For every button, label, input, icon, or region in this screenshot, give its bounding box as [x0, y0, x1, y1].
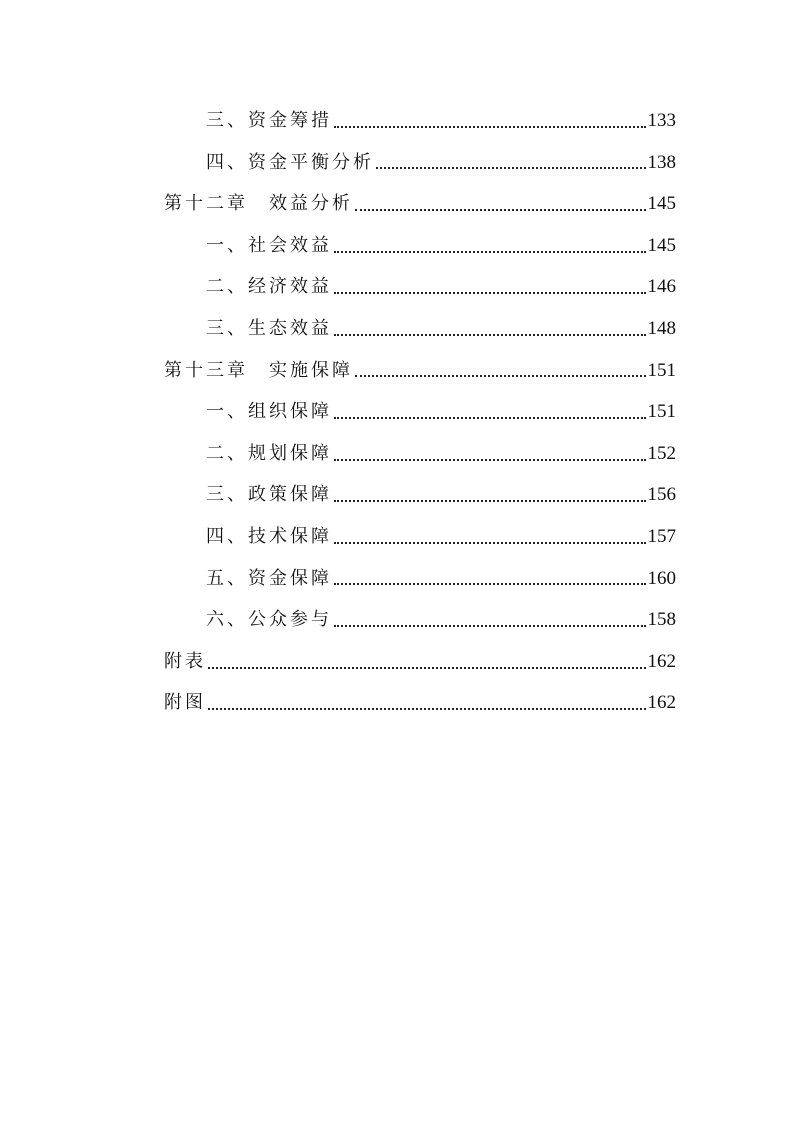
toc-entry-label: 一、社会效益 — [206, 234, 332, 256]
toc-entry-label: 一、组织保障 — [206, 401, 332, 423]
toc-chapter-entry[interactable] — [164, 350, 676, 392]
toc-entry-page: 145 — [647, 234, 676, 256]
toc-entry-label: 四、技术保障 — [206, 525, 332, 547]
toc-entry[interactable] — [164, 599, 676, 641]
toc-entry-label: 二、经济效益 — [206, 276, 332, 298]
toc-entry-label: 附图 — [164, 692, 206, 714]
toc-leader-dots — [208, 694, 646, 712]
toc-leader-dots — [208, 653, 646, 671]
toc-leader-dots — [355, 195, 646, 213]
toc-leader-dots — [334, 445, 646, 463]
toc-entry-page: 148 — [647, 317, 676, 339]
toc-entry[interactable] — [164, 433, 676, 475]
toc-entry-label: 三、政策保障 — [206, 484, 332, 506]
toc-leader-dots — [334, 112, 646, 130]
toc-entry[interactable] — [164, 225, 676, 267]
toc-entry-label: 三、资金筹措 — [206, 110, 332, 131]
toc-entry-label: 第十二章 效益分析 — [164, 193, 353, 215]
toc-leader-dots — [334, 278, 646, 296]
toc-entry-page: 157 — [647, 525, 676, 547]
toc-entry-page: 138 — [647, 151, 676, 173]
toc-leader-dots — [334, 486, 646, 504]
toc-entry-page: 151 — [647, 401, 676, 423]
toc-leader-dots — [334, 320, 646, 338]
toc-appendix-entry[interactable] — [164, 682, 676, 724]
toc-leader-dots — [355, 361, 646, 379]
toc-leader-dots — [334, 611, 646, 629]
toc-entry-label: 附表 — [164, 650, 206, 672]
toc-entry[interactable] — [164, 516, 676, 558]
toc-entry[interactable] — [164, 558, 676, 600]
toc-entry-page: 156 — [647, 484, 676, 506]
toc-entry-label: 二、规划保障 — [206, 442, 332, 464]
toc-entry[interactable] — [164, 100, 676, 142]
toc-entry-page: 160 — [647, 567, 676, 589]
toc-entry-page: 158 — [647, 609, 676, 631]
toc-entry-page: 151 — [647, 359, 676, 381]
toc-leader-dots — [334, 569, 646, 587]
toc-leader-dots — [334, 237, 646, 255]
toc-entry-page: 133 — [647, 110, 676, 131]
toc-leader-dots — [334, 403, 646, 421]
toc-entry[interactable] — [164, 142, 676, 184]
toc-entry-label: 五、资金保障 — [206, 567, 332, 589]
toc-entry[interactable] — [164, 266, 676, 308]
toc-entry-label: 六、公众参与 — [206, 609, 332, 631]
toc-entry-label: 四、资金平衡分析 — [206, 151, 374, 173]
toc-entry-page: 152 — [647, 442, 676, 464]
toc-appendix-entry[interactable] — [164, 641, 676, 683]
toc-entry-page: 146 — [647, 276, 676, 298]
toc-leader-dots — [334, 528, 646, 546]
toc-chapter-entry[interactable] — [164, 183, 676, 225]
toc-entry-label: 三、生态效益 — [206, 317, 332, 339]
toc-entry-page: 145 — [647, 193, 676, 215]
toc-leader-dots — [376, 153, 646, 171]
toc-entry[interactable] — [164, 308, 676, 350]
toc-entry-label: 第十三章 实施保障 — [164, 359, 353, 381]
toc-entry[interactable] — [164, 474, 676, 516]
table-of-contents — [164, 100, 676, 724]
toc-entry-page: 162 — [647, 650, 676, 672]
toc-entry[interactable] — [164, 391, 676, 433]
toc-entry-page: 162 — [647, 692, 676, 714]
